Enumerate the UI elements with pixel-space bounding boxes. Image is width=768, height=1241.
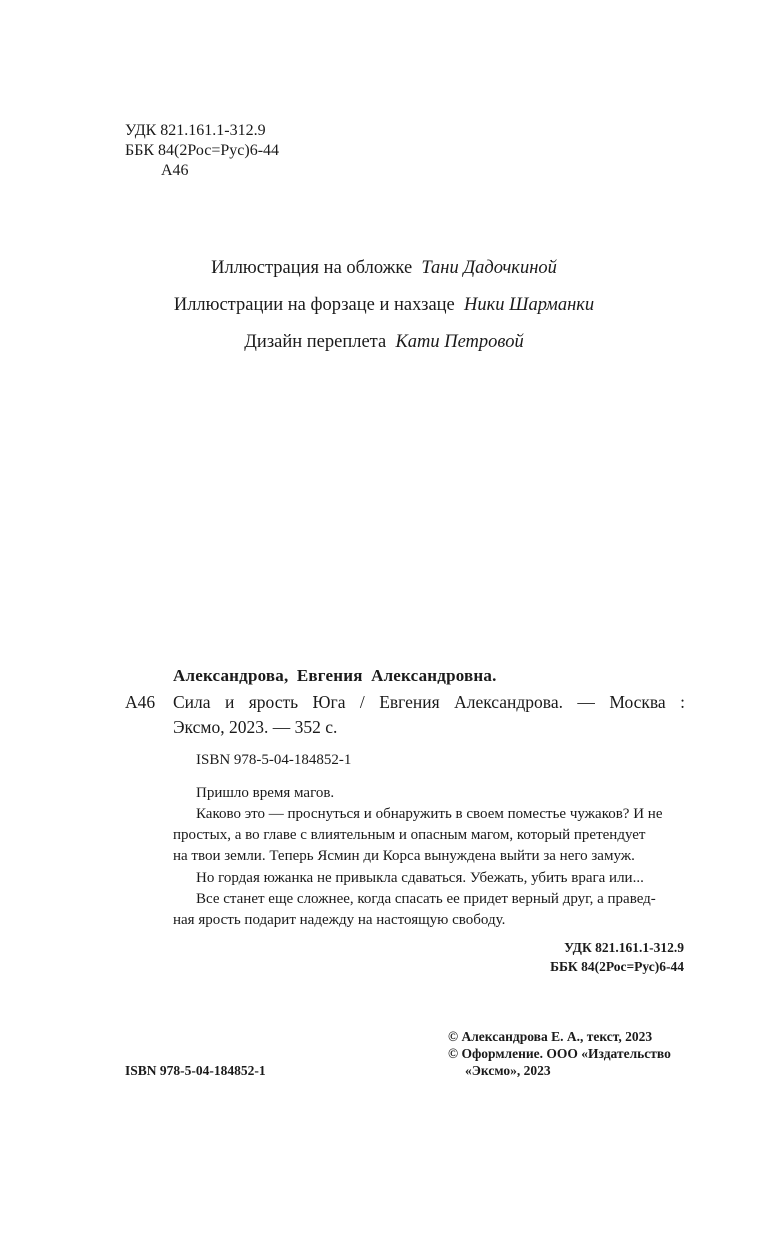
copyright-design-continued: «Эксмо», 2023 [465, 1063, 551, 1078]
catalog-author: Александрова, Евгения Александровна. [173, 666, 497, 685]
credit-binding-design [0, 332, 768, 353]
credit-endpaper-illustration [0, 295, 768, 316]
annotation-line: Но гордая южанка не привыкла сдаваться. Убежать, убить врага или... [196, 870, 644, 886]
author-mark-top: А46 [161, 162, 189, 179]
bbk-code-top: ББК 84(2Рос=Рус)6-44 [125, 142, 280, 159]
annotation-line: на твои земли. Теперь Ясмин ди Корса вынуждена выйти за него замуж. [173, 848, 635, 864]
catalog-title-line: Сила и ярость Юга / Евгения Александрова. — Москва : [173, 692, 685, 712]
credit-name: Тани Дадочкиной [421, 258, 557, 278]
annotation-line: Каково это — проснуться и обнаружить в своем поместье чужаков? И не [196, 806, 663, 822]
annotation-line: простых, а во главе с влиятельным и опасным магом, который претендует [173, 827, 646, 843]
udk-code-bottom: УДК 821.161.1-312.9 [564, 940, 684, 955]
bbk-code-bottom: ББК 84(2Рос=Рус)6-44 [550, 959, 684, 974]
annotation-line: Все станет еще сложнее, когда спасать ее придет верный друг, а правед- [196, 891, 656, 907]
footer-isbn: ISBN 978-5-04-184852-1 [125, 1063, 266, 1078]
copyright-text: © Александрова Е. А., текст, 2023 [448, 1029, 653, 1044]
annotation-line: Пришло время магов. [196, 785, 335, 801]
credit-cover-illustration [0, 258, 768, 279]
credit-role: Иллюстрации на форзаце и нахзаце [173, 295, 455, 315]
credit-name: Кати Петровой [395, 332, 524, 352]
credit-role: Дизайн переплета [244, 332, 387, 352]
catalog-isbn: ISBN 978-5-04-184852-1 [196, 752, 352, 768]
credit-name: Ники Шарманки [464, 295, 595, 315]
annotation-line: ная ярость подарит надежду на настоящую свободу. [173, 912, 506, 928]
catalog-author-mark: А46 [125, 692, 156, 712]
udk-code-top: УДК 821.161.1-312.9 [125, 122, 266, 139]
credit-role: Иллюстрация на обложке [211, 258, 413, 278]
copyright-design: © Оформление. ООО «Издательство [448, 1046, 671, 1061]
catalog-publisher-line: Эксмо, 2023. — 352 с. [173, 717, 338, 737]
